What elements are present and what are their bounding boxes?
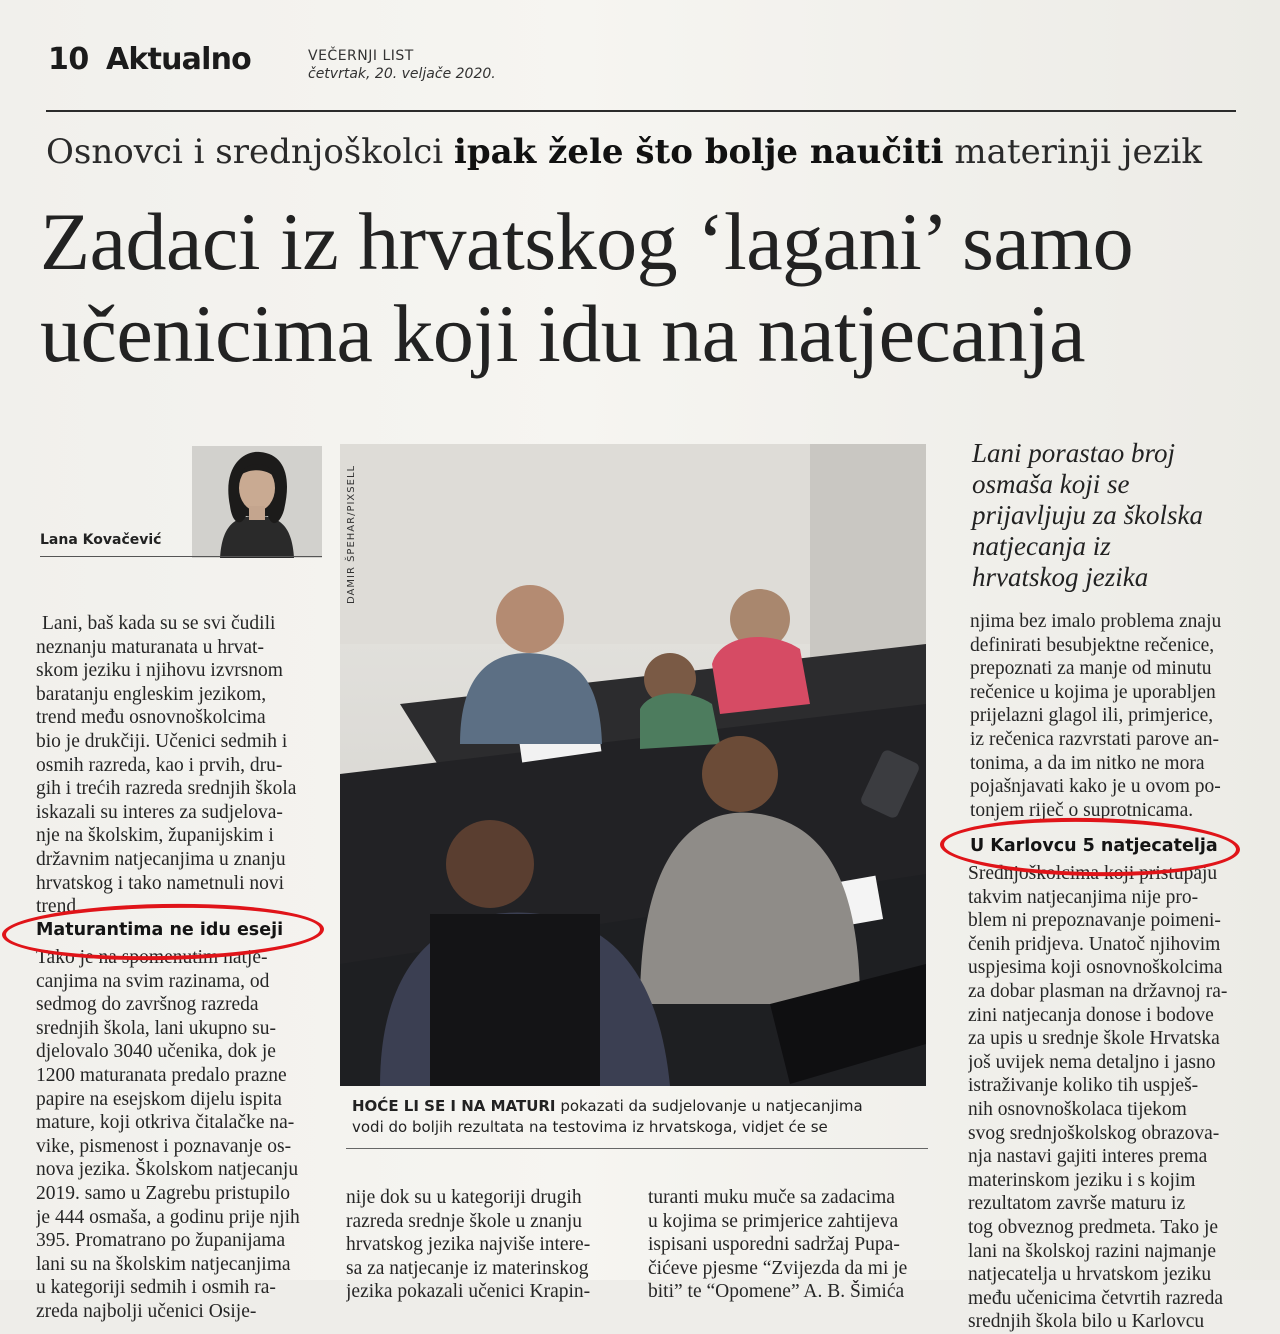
text-line: u kategoriji sedmih i osmih ra-	[36, 1277, 276, 1299]
text-line: papire na esejskom dijelu ispita	[36, 1088, 282, 1110]
text-line: skom jeziku i njihovu izvrsnom	[36, 660, 283, 682]
text-line: svog srednjoškolskog obrazova-	[968, 1122, 1220, 1144]
text-line: sa za natjecanje iz materinskog	[346, 1257, 589, 1279]
subhead-karlovac: U Karlovcu 5 natjecatelja	[970, 836, 1218, 856]
text-line: materinskom jeziku i s kojim	[968, 1169, 1196, 1191]
kicker	[46, 132, 1246, 172]
photo-caption	[352, 1096, 922, 1138]
pull-quote-line: natjecanja iz	[972, 531, 1111, 561]
text-line: lani su na školskim natjecanjima	[36, 1253, 291, 1275]
text-line: baratanju engleskim jezikom,	[36, 683, 267, 705]
subhead-maturantima: Maturantima ne idu eseji	[36, 920, 284, 940]
column-2b	[648, 1186, 938, 1304]
text-line: osmih razreda, kao i prvih, dru-	[36, 754, 283, 776]
text-line: hrvatskog i tako nametnuli novi	[36, 872, 285, 894]
kicker-pre: Osnovci i srednjoškolci	[46, 132, 444, 172]
text-line: blem ni prepoznavanje poimeni-	[968, 910, 1221, 932]
header-rule	[46, 110, 1236, 112]
text-line: definirati besubjektne rečenice,	[970, 634, 1215, 656]
text-line: među učenicima četvrtih razreda	[968, 1287, 1223, 1309]
text-line: hrvatskog jezika najviše intere-	[346, 1234, 591, 1256]
text-line: gih i trećih razreda srednjih škola	[36, 778, 297, 800]
text-line: u kojima se primjerice zahtijeva	[648, 1210, 899, 1232]
text-line: srednjih škola, lani ukupno su-	[36, 1017, 276, 1039]
caption-rule	[346, 1148, 928, 1149]
author-name: Lana Kovačević	[40, 532, 162, 548]
author-rule	[40, 556, 322, 557]
text-line: rezultatom završe maturu iz	[968, 1193, 1186, 1215]
text-line: nje na školskim, županijskim i	[36, 825, 274, 847]
text-line: prepoznati za manje od minutu	[970, 658, 1212, 680]
text-line: trend među osnovnoškolcima	[36, 707, 266, 729]
text-line: tonima, a da im nitko ne mora	[970, 752, 1205, 774]
text-line: za upis u srednje škole Hrvatska	[968, 1028, 1220, 1050]
text-line: njima bez imalo problema znaju	[970, 611, 1222, 632]
text-line: vike, pismenost i poznavanje os-	[36, 1135, 292, 1157]
kicker-post: materinji jezik	[954, 132, 1202, 172]
classroom-photo	[340, 444, 926, 1086]
text-line: uspjesima koji osnovnoškolcima	[968, 957, 1223, 979]
column-3-continued	[968, 862, 1280, 1334]
headline	[40, 196, 1270, 380]
text-line: za dobar plasman na državnoj ra-	[968, 980, 1228, 1002]
column-2	[346, 1186, 628, 1304]
kicker-bold: ipak žele što bolje naučiti	[453, 132, 944, 172]
text-line: nja nastavi gajiti interes prema	[968, 1146, 1208, 1168]
text-line: lani na školskoj razini najmanje	[968, 1240, 1217, 1262]
text-line: bio je drukčiji. Učenici sedmih i	[36, 730, 288, 752]
text-line: još uvijek nema detaljno i jasno	[968, 1051, 1216, 1073]
text-line: Tako je na spomenutim natje-	[36, 947, 268, 968]
text-line: neznanju maturanata u hrvat-	[36, 636, 264, 658]
pull-quote-line: hrvatskog jezika	[972, 562, 1149, 592]
text-line: čenih pridjeva. Unatoč njihovim	[968, 933, 1221, 955]
photo-credit: DAMIR ŠPEHAR/PIXSELL	[346, 464, 357, 604]
text-line: pojašnjavati kako je u ovom po-	[970, 776, 1221, 798]
column-1-continued	[36, 946, 324, 1324]
text-line: 395. Promatrano po županijama	[36, 1230, 286, 1252]
text-line: nova jezika. Školskom natjecanju	[36, 1159, 299, 1181]
text-line: biti” te “Opomene” A. B. Šimića	[648, 1281, 905, 1303]
text-line: rečenice u kojima je uporabljen	[970, 681, 1216, 703]
headline-line-1: Zadaci iz hrvatskog ‘lagani’ samo	[40, 196, 1134, 287]
text-line: prijelazni glagol ili, primjerice,	[970, 705, 1214, 727]
pull-quote-line: osmaša koji se	[972, 469, 1130, 499]
text-line: čićeve pjesme “Zvijezda da mi je	[648, 1257, 908, 1279]
pull-quote-line: Lani porastao broj	[972, 438, 1176, 468]
text-line: zini natjecanja donose i bodove	[968, 1004, 1214, 1026]
text-line: iskazali su interes za sudjelova-	[36, 801, 283, 823]
text-line: ispisani usporedni sadržaj Pupa-	[648, 1234, 900, 1256]
text-line: djelovalo 3040 učenika, dok je	[36, 1041, 276, 1063]
issue-date: četvrtak, 20. veljače 2020.	[308, 66, 496, 82]
caption-line-2: vodi do boljih rezultata na testovima iz hrvatskoga, vidjet će se	[352, 1118, 828, 1136]
text-line: nih osnovnoškolaca tijekom	[968, 1098, 1187, 1120]
author-photo	[192, 446, 322, 558]
text-line: natjecatelja u hrvatskom jeziku	[968, 1264, 1212, 1286]
pull-quote-line: prijavljuju za školska	[972, 500, 1203, 530]
text-line: Lani, baš kada su se svi čudili	[42, 613, 276, 634]
text-line: canjima na svim razinama, od	[36, 970, 270, 992]
text-line: državnim natjecanjima u znanju	[36, 848, 286, 870]
newspaper-name: VEČERNJI LIST	[308, 48, 414, 64]
text-line: je 444 osmaša, a godinu prije njih	[36, 1206, 300, 1228]
text-line: razreda srednje škole u znanju	[346, 1210, 583, 1232]
caption-bold: HOĆE LI SE I NA MATURI	[352, 1097, 556, 1115]
text-line: zreda najbolji učenici Osije-	[36, 1300, 257, 1322]
text-line: mature, koji otkriva čitalačke na-	[36, 1112, 295, 1134]
text-line: takvim natjecanjima nije pro-	[968, 886, 1199, 908]
text-line: tog obveznog predmeta. Tako je	[968, 1216, 1219, 1238]
text-line: srednjih škola bilo u Karlovcu	[968, 1311, 1205, 1333]
text-line: 1200 maturanata predalo prazne	[36, 1064, 287, 1086]
text-line: trend.	[36, 896, 81, 918]
text-line: tonjem riječ o suprotnicama.	[970, 799, 1194, 821]
text-line: iz rečenica razvrstati parove an-	[970, 728, 1220, 750]
caption-line-1: pokazati da sudjelovanje u natjecanjima	[560, 1097, 863, 1115]
text-line: 2019. samo u Zagrebu pristupilo	[36, 1182, 291, 1204]
pull-quote	[972, 438, 1262, 593]
text-line: sedmog do završnog razreda	[36, 994, 259, 1016]
column-3	[970, 610, 1280, 822]
column-1	[36, 612, 324, 919]
text-line: nije dok su u kategoriji drugih	[346, 1187, 582, 1208]
text-line: turanti muku muče sa zadacima	[648, 1187, 895, 1208]
headline-line-2: učenicima koji idu na natjecanja	[40, 288, 1085, 379]
page-header	[48, 40, 1248, 86]
text-line: istraživanje koliko tih uspješ-	[968, 1075, 1199, 1097]
text-line: Srednjoškolcima koji pristupaju	[968, 863, 1218, 884]
section-name: Aktualno	[106, 42, 251, 77]
page-number: 10	[48, 42, 89, 77]
text-line: jezika pokazali učenici Krapin-	[346, 1281, 591, 1303]
